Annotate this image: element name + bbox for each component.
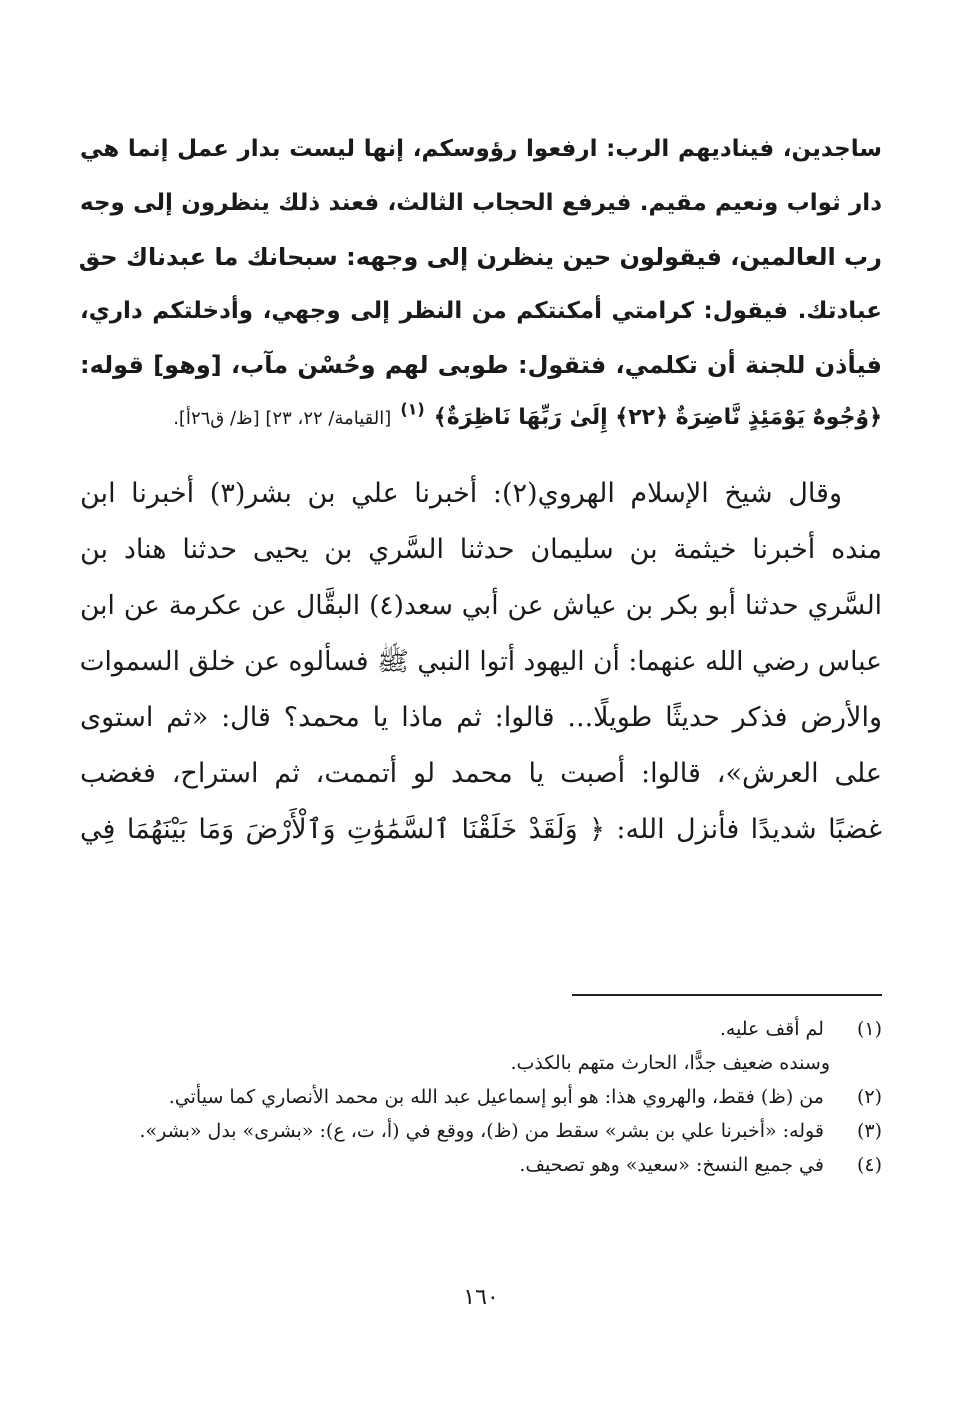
text-line: وقال شيخ الإسلام الهروي(٢): أخبرنا علي بن بشر(٣) أخبرنا ابن — [80, 478, 842, 509]
text-line: رب العالمين، فيقولون حين ينظرن إلى وجهه: سبحانك ما عبدناك حق — [78, 243, 882, 271]
footnote — [80, 1114, 882, 1148]
text-line: دار ثواب ونعيم مقيم. فيرفع الحجاب الثالث، فعند ذلك ينظرون إلى وجه — [80, 190, 882, 216]
footnote-number: (٤) — [856, 1154, 882, 1176]
text-line: عبادتك. فيقول: كرامتي أمكنتكم من النظر إلى وجهي، وأدخلتكم داري، — [80, 298, 882, 324]
text-line: غضبًا شديدًا فأنزل الله: ﴿ وَلَقَدْ خَلَقْنَا ٱلسَّمَٰوَٰتِ وَٱلْأَرْضَ وَمَا بَيْنَهُمَا فِي — [80, 814, 882, 845]
footnote-text: لم أقف عليه. — [719, 1018, 824, 1040]
text-line: فيأذن للجنة أن تكلمي، فتقول: طوبى لهم وحُسْن مآب، [وهو] قوله: — [80, 351, 882, 379]
text-line: السَّري حدثنا أبو بكر بن عياش عن أبي سعد(٤) البقَّال عن عكرمة عن ابن — [80, 590, 883, 621]
footnote-text: من (ظ) فقط، والهروي هذا: هو أبو إسماعيل عبد الله بن محمد الأنصاري كما سيأتي. — [168, 1086, 824, 1108]
text-line: ساجدين، فيناديهم الرب: ارفعوا رؤوسكم، إنها ليست بدار عمل إنما هي — [80, 136, 882, 162]
text-line: والأرض فذكر حديثًا طويلًا... قالوا: ثم ماذا يا محمد؟ قال: «ثم استوى — [80, 702, 882, 733]
footnote-marker: (١) — [400, 399, 425, 419]
footnote-number: (٢) — [856, 1086, 882, 1108]
footnote-text: في جميع النسخ: «سعيد» وهو تصحيف. — [519, 1154, 824, 1176]
text-line: عباس رضي الله عنهما: أن اليهود أتوا النبي ﷺ فسألوه عن خلق السموات — [79, 646, 882, 677]
footnote-number: (١) — [856, 1018, 882, 1040]
paragraph-2 — [80, 466, 882, 858]
footnote — [80, 1148, 882, 1182]
footnote-text: وسنده ضعيف جدًّا، الحارث متهم بالكذب. — [510, 1052, 830, 1074]
footnotes — [80, 1012, 882, 1182]
page-number: ١٦٠ — [463, 1285, 499, 1310]
footnote — [80, 1012, 882, 1046]
verse-reference: [القيامة/ ٢٢، ٢٣] [ظ/ ق٢٦أ]. — [173, 408, 392, 429]
text-line: منده أخبرنا خيثمة بن سليمان حدثنا السَّري بن يحيى حدثنا هناد بن — [80, 534, 882, 565]
text-line: على العرش»، قالوا: أصبت يا محمد لو أتممت، ثم استراح، فغضب — [80, 758, 882, 789]
quran-verse: ﴿وُجُوهٌ يَوْمَئِذٍ نَّاضِرَةٌ ﴿٢٢﴾ إِلَىٰ رَبِّهَا نَاظِرَةٌ﴾ — [433, 405, 882, 430]
footnote-number: (٣) — [856, 1120, 882, 1142]
quran-verse-line — [80, 392, 882, 440]
footnote — [80, 1046, 882, 1080]
paragraph-1 — [80, 122, 882, 440]
footnote-text: قوله: «أخبرنا علي بن بشر» سقط من (ظ)، ووقع في (أ، ت، ع): «بشرى» بدل «بشر». — [139, 1120, 824, 1142]
footnote — [80, 1080, 882, 1114]
footnote-divider — [572, 994, 882, 996]
